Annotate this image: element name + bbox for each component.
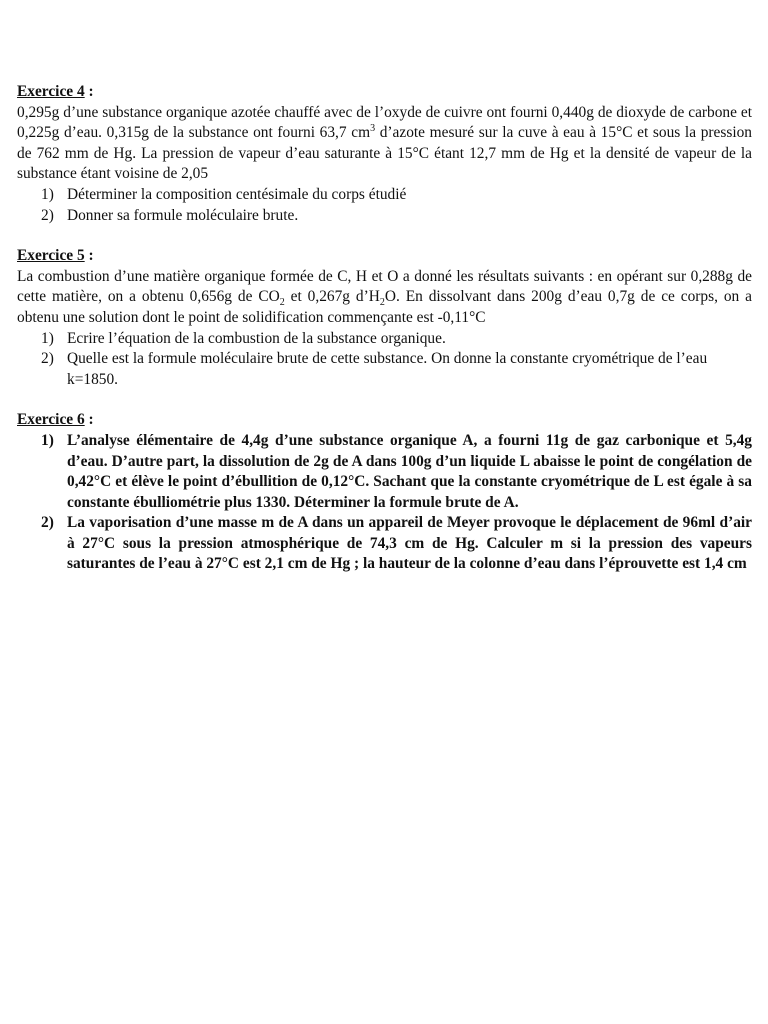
- question-item: [17, 349, 752, 390]
- question-item: [17, 206, 752, 227]
- exercise-5-statement-part-a: La combustion d’une matière organique formée de C, H et O a donné les résultats suivants : en opérant sur 0,288g de cette matière, on a obtenu 0,656g de CO: [17, 267, 752, 306]
- exercise-4-title-word: Exercice 4: [17, 83, 85, 100]
- question-number: 1): [41, 329, 54, 347]
- cubic-superscript: 3: [370, 123, 376, 135]
- exercise-4-statement: [17, 103, 752, 185]
- question-item: [17, 513, 752, 575]
- exercise-5-statement-part-c: O. En dissolvant dans 200g d’eau 0,7g de ce corps, on a obtenu une solution dont le point de solidification commençante est -0,11°C: [17, 288, 752, 326]
- co2-subscript: 2: [279, 297, 285, 309]
- exercise-4-questions: [17, 185, 752, 226]
- question-text: Donner sa formule moléculaire brute.: [67, 206, 299, 224]
- exercise-6-title-word: Exercice 6: [17, 411, 85, 429]
- exercise-6-questions: [17, 431, 752, 575]
- exercise-5-title-word: Exercice 5: [17, 247, 85, 265]
- question-text: L’analyse élémentaire de 4,4g d’une substance organique A, a fourni 11g de gaz carbonique et 5,4g d’eau. D’autre part, la dissolution de 2g de A dans 100g d’un liquide L abaisse le point de congélation de 0,42°C et élève le point d’ébullition de 0,12°C. Sachant que la constante cryométrique de L est égale à sa constante ébulliométrie plus 1330. Déterminer la formule brute de A.: [67, 431, 752, 511]
- question-item: [17, 185, 752, 206]
- question-number: 2): [41, 350, 54, 368]
- exercise-4-statement-part-a: 0,295g d’une substance organique azotée chauffé avec de l’oxyde de cuivre ont fourni 0,440g de dioxyde de carbone et 0,225g d’eau. 0,315g de la substance ont fourni 63,7 cm: [17, 103, 752, 142]
- exercise-4-statement-part-b: d’azote mesuré sur la cuve à eau à 15°C et sous la pression de 762 mm de Hg. La pression de vapeur d’eau saturante à 15°C étant 12,7 mm de Hg et la densité de vapeur de la substance étant voisine de 2,05: [17, 124, 752, 183]
- exercise-5-statement: [17, 267, 752, 329]
- exercise-6-title-suffix: :: [84, 411, 94, 429]
- question-text: Quelle est la formule moléculaire brute de cette substance. On donne la constante cryométrique de l’eau k=1850.: [67, 350, 708, 388]
- exercise-4: [17, 82, 752, 226]
- question-number: 1): [41, 185, 54, 203]
- question-item: [17, 329, 752, 350]
- exercise-5-title: [17, 246, 752, 267]
- exercise-5-statement-part-b: et 0,267g d’H: [284, 288, 380, 306]
- question-text: Déterminer la composition centésimale du corps étudié: [67, 185, 407, 203]
- exercise-5: [17, 246, 752, 390]
- question-item: [17, 431, 752, 513]
- exercise-5-title-suffix: :: [84, 247, 94, 265]
- exercise-4-title-suffix: :: [84, 83, 94, 100]
- question-text: Ecrire l’équation de la combustion de la substance organique.: [67, 329, 446, 347]
- question-number: 2): [41, 514, 54, 532]
- question-number: 1): [41, 431, 54, 449]
- exercise-6: [17, 410, 752, 575]
- document-page: [17, 82, 752, 595]
- question-text: La vaporisation d’une masse m de A dans un appareil de Meyer provoque le déplacement de 96ml d’air à 27°C sous la pression atmosphérique de 74,3 cm de Hg. Calculer m si la pression des vapeurs saturantes de l’eau à 27°C est 2,1 cm de Hg ; la hauteur de la colonne d’eau dans l’éprouvette est 1,4 cm: [67, 514, 752, 573]
- h2o-subscript: 2: [379, 297, 385, 309]
- exercise-6-title: [17, 410, 752, 431]
- question-number: 2): [41, 206, 54, 224]
- exercise-5-questions: [17, 329, 752, 391]
- exercise-4-title: [17, 82, 752, 103]
